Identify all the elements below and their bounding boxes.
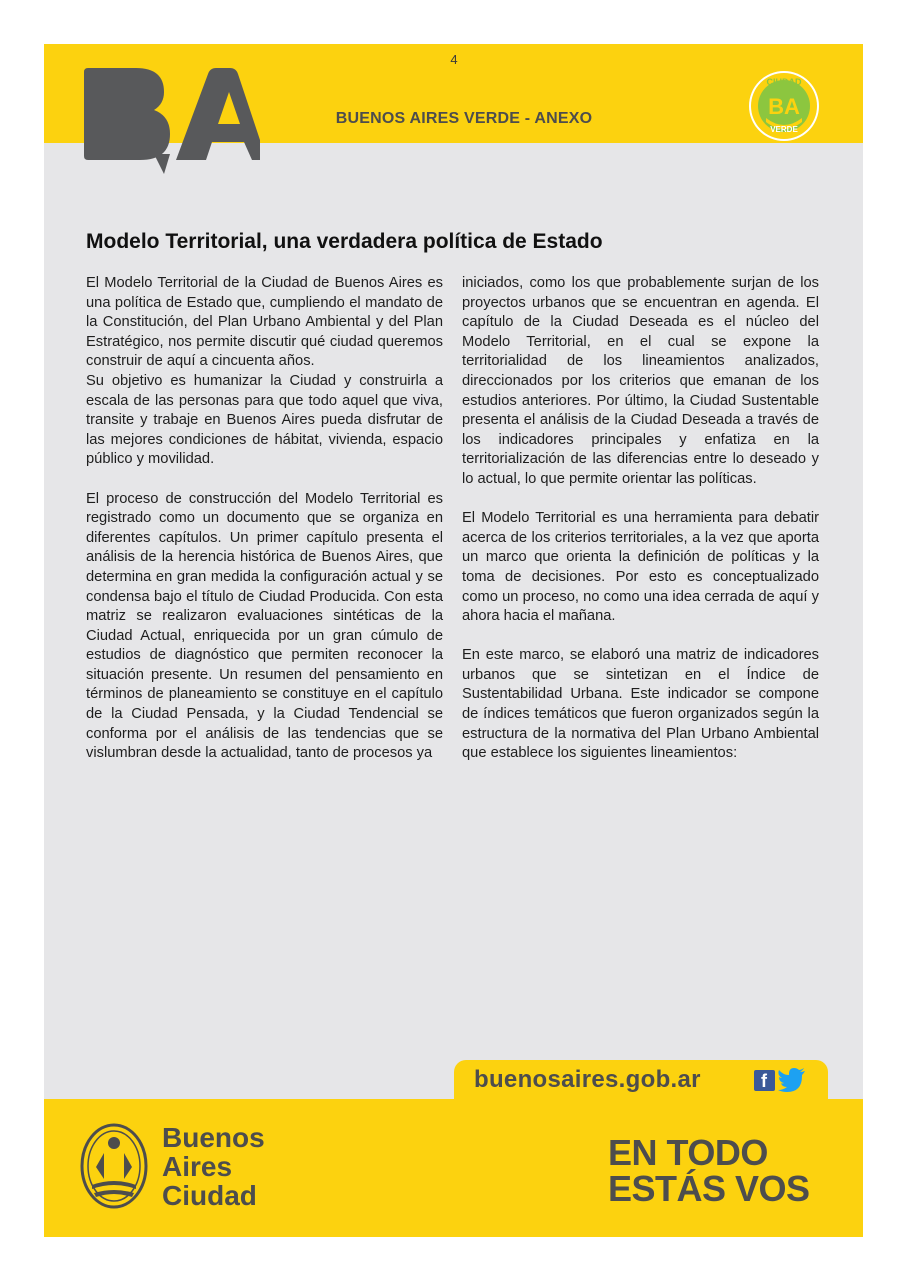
city-name-line: Buenos <box>162 1122 265 1153</box>
paragraph: El proceso de construcción del Modelo Territorial es registrado como un documento que se organiza en diferentes capítulos. Un primer capítulo presenta el análisis de la herencia histórica de Buenos Aires, que determina en gran medida la configuración actual y se condensa bajo el título de Ciudad Producida. Con esta matriz se realizaron evaluaciones sintéticas de la Ciudad Actual, enriquecida por un gran cúmulo de estudios de diagnóstico que permiten reconocer la situación presente. Un resumen del pensamiento en términos de planeamiento se constituye en el capítulo de la Ciudad Pensada, y la Ciudad Tendencial se conforma por el análisis de las tendencias que se vislumbran desde la actualidad, tanto de procesos ya <box>86 490 443 762</box>
slogan-line: ESTÁS VOS <box>608 1168 810 1209</box>
url-tab <box>454 1060 828 1100</box>
left-column <box>86 274 443 764</box>
paragraph: Su objetivo es humanizar la Ciudad y construirla a escala de las personas para que todo aquel que viva, transite y trabaje en Buenos Aires pueda disfrutar de las mejores condiciones de hábitat, vivienda, espacio público y movilidad. <box>86 372 443 468</box>
section-title: Modelo Territorial, una verdadera política de Estado <box>86 230 603 253</box>
page-number: 4 <box>450 52 458 67</box>
slogan <box>608 1132 810 1209</box>
page <box>44 44 863 1237</box>
svg-text:VERDE: VERDE <box>770 125 798 134</box>
svg-text:CIUDAD: CIUDAD <box>766 77 802 87</box>
header-title: BUENOS AIRES VERDE - ANEXO <box>335 110 593 127</box>
website-link[interactable]: buenosaires.gob.ar <box>474 1066 701 1093</box>
paragraph: En este marco, se elaboró una matriz de indicadores urbanos que se sintetizan en el Índice de Sustentabilidad Urbana. Este indicador se compone de índices temáticos que fueron organizados según la estructura de la normativa del Plan Urbano Ambiental que establece los siguientes lineamientos: <box>462 647 819 762</box>
svg-text:BA: BA <box>768 94 800 119</box>
twitter-icon[interactable] <box>778 1068 806 1092</box>
ciudad-verde-badge-icon <box>748 70 820 142</box>
city-seal-icon <box>80 1123 148 1209</box>
right-column <box>462 274 819 764</box>
paragraph: iniciados, como los que probablemente surjan de los proyectos urbanos que se encuentran en agenda. El capítulo de la Ciudad Deseada es el núcleo del Modelo Territorial, en el cual se expone la territorialidad de los lineamientos analizados, direccionados por los criterios que emanan de los estudios anteriores. Por último, la Ciudad Sustentable presenta el análisis de la Ciudad Deseada a través de los indicadores principales y enfatiza en la territorialización de las diferencias entre lo deseado y lo actual, lo que permite orientar las políticas. <box>462 275 819 487</box>
paragraph: El Modelo Territorial de la Ciudad de Buenos Aires es una política de Estado que, cumpliendo el mandato de la Constitución, del Plan Urbano Ambiental y del Plan Estratégico, nos permite discutir qué ciudad queremos construir de aquí a cincuenta años. <box>86 275 443 370</box>
facebook-icon[interactable]: f <box>754 1070 775 1091</box>
city-name <box>162 1123 265 1210</box>
city-name-line: Aires <box>162 1151 233 1182</box>
paragraph: El Modelo Territorial es una herramienta para debatir acerca de los criterios territoriales, a la vez que aporta un marco que orienta la definición de políticas y la toma de decisiones. Por esto es conceptualizado como un proceso, no como una idea cerrada de aquí y ahora hacia el mañana. <box>462 510 819 625</box>
slogan-line: EN TODO <box>608 1132 768 1173</box>
ba-logo-icon <box>84 68 262 176</box>
city-name-line: Ciudad <box>162 1180 257 1211</box>
footer-band <box>44 1099 863 1237</box>
